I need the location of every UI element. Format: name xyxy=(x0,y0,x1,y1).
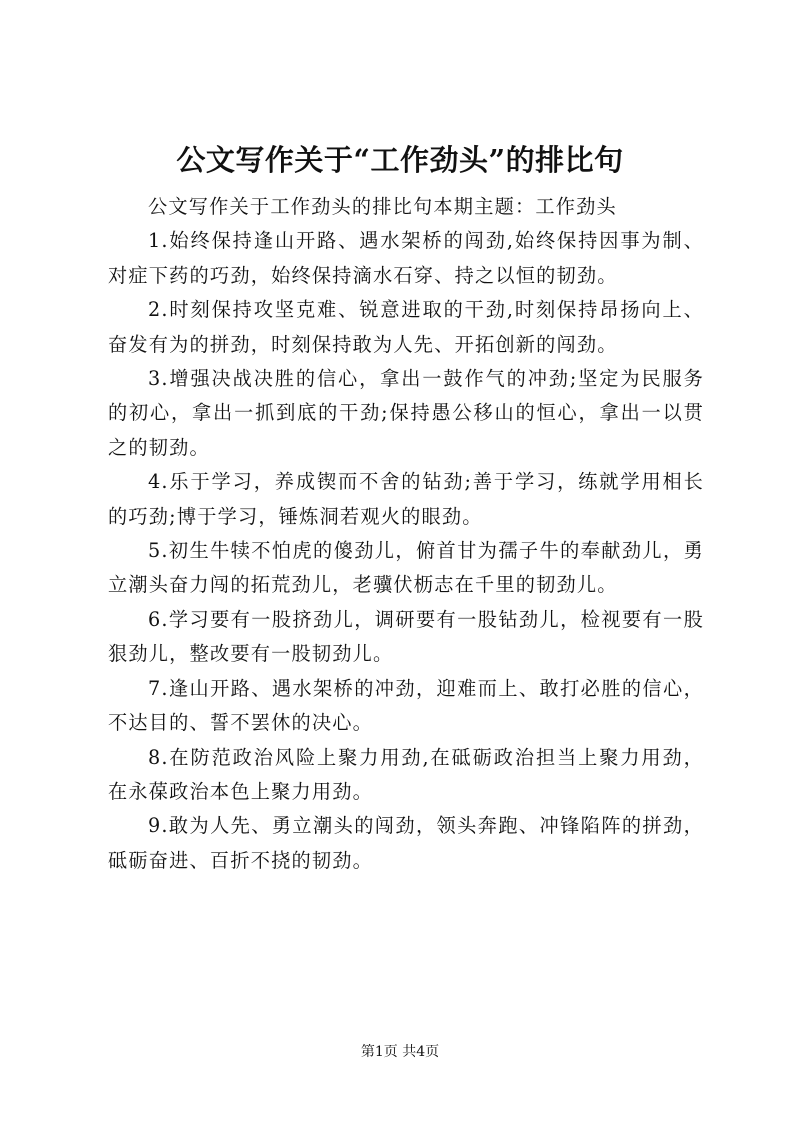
paragraph-4: 4.乐于学习，养成锲而不舍的钻劲;善于学习，练就学用相长的巧劲;博于学习，锤炼洞若观火的眼劲。 xyxy=(108,470,704,528)
intro-paragraph: 公文写作关于工作劲头的排比句本期主题：工作劲头 xyxy=(148,195,617,218)
paragraph-6: 6.学习要有一股挤劲儿，调研要有一股钻劲儿，检视要有一股狠劲儿，整改要有一股韧劲儿。 xyxy=(108,607,704,666)
document-title: 公文写作关于“工作劲头”的排比句 xyxy=(176,143,624,177)
page-footer: 第1页 共4页 xyxy=(360,1044,440,1060)
paragraph-8: 8.在防范政治风险上聚力用劲,在砥砺政治担当上聚力用劲，在永葆政治本色上聚力用劲。 xyxy=(108,745,704,803)
paragraph-2: 2.时刻保持攻坚克难、锐意进取的干劲,时刻保持昂扬向上、奋发有为的拼劲，时刻保持敢为人先、开拓创新的闯劲。 xyxy=(108,298,704,356)
paragraph-9: 9.敢为人先、勇立潮头的闯劲，领头奔跑、冲锋陷阵的拼劲，砥砺奋进、百折不挠的韧劲。 xyxy=(108,814,704,872)
paragraph-7: 7.逢山开路、遇水架桥的冲劲，迎难而上、敢打必胜的信心，不达目的、誓不罢休的决心。 xyxy=(108,676,704,735)
paragraph-5: 5.初生牛犊不怕虎的傻劲儿，俯首甘为孺子牛的奉献劲儿，勇立潮头奋力闯的拓荒劲儿，老骥伏枥志在千里的韧劲儿。 xyxy=(108,539,704,597)
paragraph-1: 1.始终保持逢山开路、遇水架桥的闯劲,始终保持因事为制、对症下药的巧劲，始终保持滴水石穿、持之以恒的韧劲。 xyxy=(108,229,704,287)
paragraph-3: 3.增强决战决胜的信心，拿出一鼓作气的冲劲;坚定为民服务的初心，拿出一抓到底的干劲;保持愚公移山的恒心，拿出一以贯之的韧劲。 xyxy=(108,367,704,459)
document-body xyxy=(108,190,704,878)
